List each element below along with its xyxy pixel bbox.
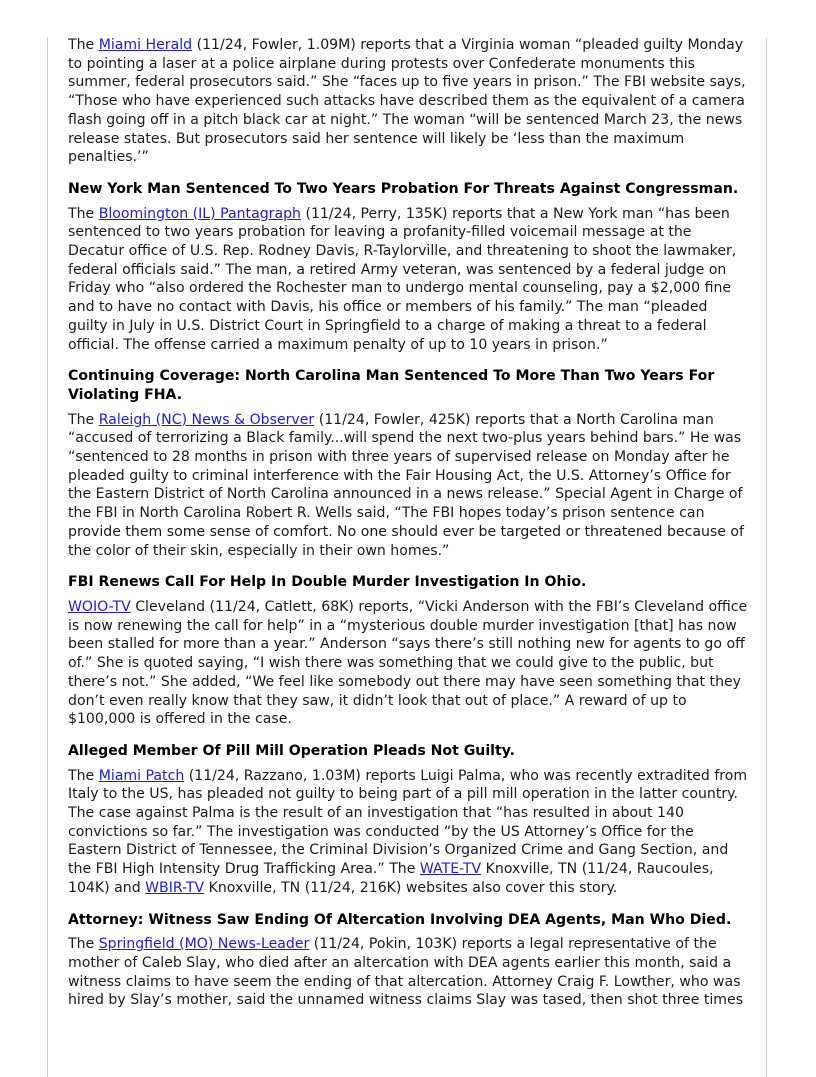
- news-article: [68, 911, 750, 1011]
- article-text: (11/24, Pokin, 103K) reports a legal representative of the mother of Caleb Slay, who died after an altercation with DEA agents earlier this month, said a witness claims to have seem the ending of that altercation. Attorney Craig F. Lowther, who was hired by Slay’s mother, said the unnamed witness claims Slay was tased, then shot three times: [68, 936, 744, 1009]
- article-headline: FBI Renews Call For Help In Double Murder Investigation In Ohio.: [68, 574, 587, 591]
- article-body: [68, 411, 750, 561]
- source-link[interactable]: Miami Herald: [98, 37, 193, 53]
- article-text: The: [68, 411, 99, 428]
- source-link[interactable]: Raleigh (NC) News & Observer: [98, 411, 315, 428]
- source-link[interactable]: WOIO-TV: [68, 598, 131, 615]
- article-text: Knoxville, TN (11/24, Raucoules, 104K) and: [68, 861, 714, 896]
- source-link[interactable]: WBIR-TV: [145, 879, 205, 896]
- source-link[interactable]: Miami Patch: [98, 767, 185, 784]
- article-body: [68, 205, 750, 355]
- news-article: [68, 36, 750, 167]
- article-headline: Continuing Coverage: North Carolina Man Sentenced To More Than Two Years For Violating FHA.: [68, 368, 715, 403]
- article-text: (11/24, Fowler, 425K) reports that a North Carolina man “accused of terrorizing a Black family...will spend the next two-plus years behind bars.” He was “sentenced to 28 months in prison with three years of supervised release on Monday after he pleaded guilty to criminal interference with the Fair Housing Act, the U.S. Attorney’s Office for the Eastern District of North Carolina announced in a news release.” Special Agent in Charge of the FBI in North Carolina Robert R. Wells said, “The FBI hopes today’s prison sentence can provide them some sense of comfort. No one should ever be targeted or threatened because of the color of their skin, especially in their own homes.”: [68, 411, 744, 559]
- article-headline: New York Man Sentenced To Two Years Probation For Threats Against Congressman.: [68, 180, 739, 197]
- document-body: [68, 36, 750, 1023]
- news-article: [68, 180, 750, 354]
- article-body: [68, 935, 750, 1010]
- article-text: The: [68, 767, 99, 784]
- article-body: [68, 598, 750, 729]
- article-headline: Attorney: Witness Saw Ending Of Altercation Involving DEA Agents, Man Who Died.: [68, 911, 732, 928]
- article-text: The: [68, 205, 99, 222]
- article-text: The: [68, 37, 99, 53]
- article-text: Cleveland (11/24, Catlett, 68K) reports, “Vicki Anderson with the FBI’s Cleveland office is now renewing the call for help” in a “mysterious double murder investigation [that] has now been stalled for more than a year.” Anderson “says there’s still nothing new for agents to go off of.” She is quoted saying, “I wish there was something that we could give to the public, but there’s not.” She added, “We feel like somebody out there may have seen something that they don’t even really know that they saw, it didn’t look that out of place.” A reward of up to $100,000 is offered in the case.: [68, 598, 748, 728]
- article-text: The: [68, 936, 99, 953]
- article-text: (11/24, Fowler, 1.09M) reports that a Virginia woman “pleaded guilty Monday to pointing a laser at a police airplane during protests over Confederate monuments this summer, federal prosecutors said.” She “faces up to five years in prison.” The FBI website says, “Those who have experienced such attacks have described them as the equivalent of a camera flash going off in a pitch black car at night.” The woman “will be sentenced March 23, the news release states. But prosecutors said her sentence will likely be ‘less than the maximum penalties.’”: [68, 37, 746, 166]
- article-headline: Alleged Member Of Pill Mill Operation Pleads Not Guilty.: [68, 742, 515, 759]
- source-link[interactable]: WATE-TV: [419, 861, 482, 878]
- news-article: [68, 742, 750, 898]
- article-body: [68, 36, 750, 167]
- article-text: Knoxville, TN (11/24, 216K) websites also cover this story.: [204, 879, 618, 896]
- source-link[interactable]: Bloomington (IL) Pantagraph: [98, 205, 301, 222]
- news-article: [68, 367, 750, 560]
- article-text: (11/24, Razzano, 1.03M) reports Luigi Palma, who was recently extradited from Italy to the US, has pleaded not guilty to being part of a pill mill operation in the latter country. The case against Palma is the result of an investigation that “has resulted in about 140 convictions so far.” The investigation was conducted “by the US Attorney’s Office for the Eastern District of Tennessee, the Criminal Division’s Organized Crime and Gang Section, and the FBI High Intensity Drug Trafficking Area.” The: [68, 767, 748, 878]
- article-body: [68, 767, 750, 898]
- news-article: [68, 573, 750, 729]
- source-link[interactable]: Springfield (MO) News-Leader: [98, 936, 310, 953]
- article-text: (11/24, Perry, 135K) reports that a New York man “has been sentenced to two years probation for leaving a profanity-filled voicemail message at the Decatur office of U.S. Rep. Rodney Davis, R-Taylorville, and threatening to shoot the lawmaker, federal officials said.” The man, a retired Army veteran, was sentenced by a federal judge on Friday who “also ordered the Rochester man to undergo mental counseling, pay a $2,000 fine and to have no contact with Davis, his office or members of his family.” The man “pleaded guilty in July in U.S. District Court in Springfield to a charge of making a threat to a federal official. The offense carried a maximum penalty of up to 10 years in prison.”: [68, 205, 737, 353]
